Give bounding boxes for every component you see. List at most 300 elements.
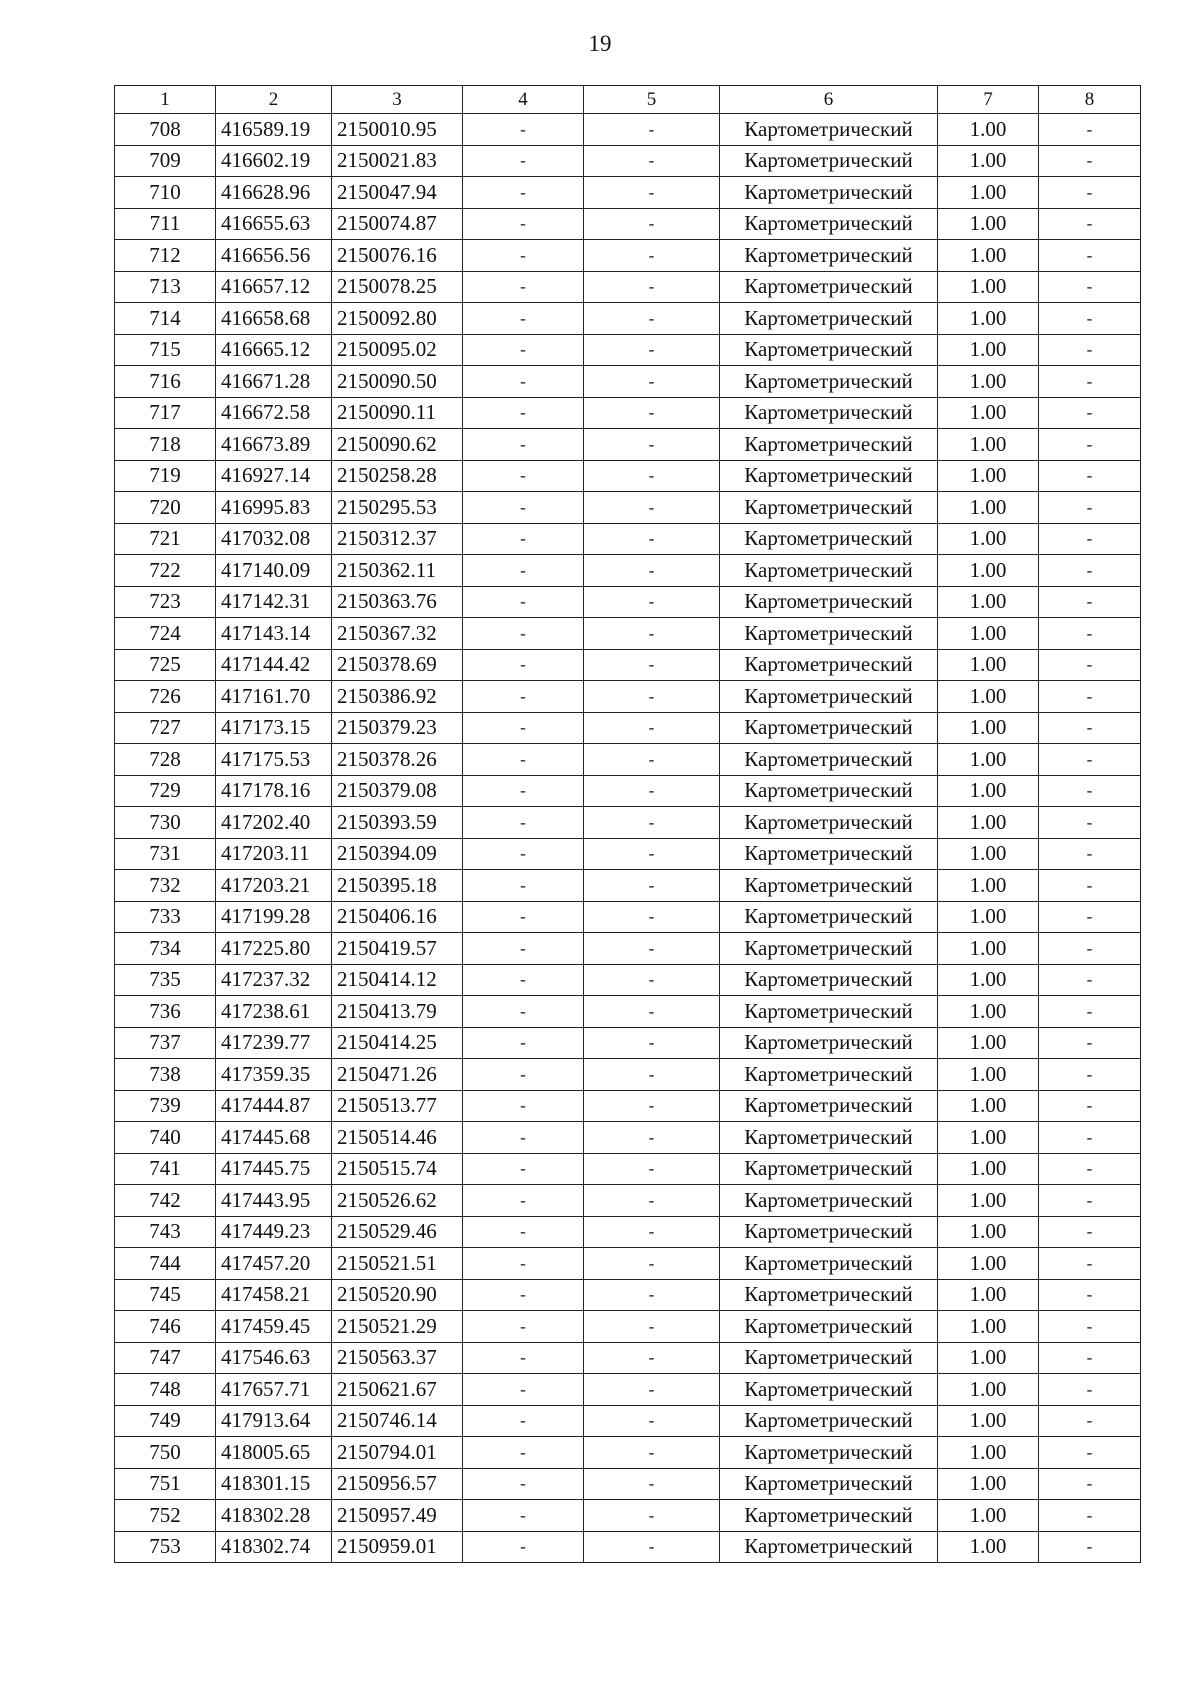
coordinate-y-cell: 2150095.02 [332, 334, 463, 366]
column-5-cell: - [584, 933, 720, 965]
column-8-cell: - [1039, 1531, 1141, 1563]
coordinate-y-cell: 2150386.92 [332, 681, 463, 713]
method-cell: Картометрический [720, 492, 938, 524]
column-8-cell: - [1039, 901, 1141, 933]
column-5-cell: - [584, 712, 720, 744]
table-row [115, 901, 1141, 933]
coordinate-x-cell: 416658.68 [216, 303, 332, 335]
method-cell: Картометрический [720, 555, 938, 587]
column-5-cell: - [584, 807, 720, 839]
point-number-cell: 731 [115, 838, 216, 870]
method-cell: Картометрический [720, 1374, 938, 1406]
method-cell: Картометрический [720, 1279, 938, 1311]
column-4-cell: - [463, 114, 584, 146]
column-4-cell: - [463, 492, 584, 524]
coordinate-y-cell: 2150521.29 [332, 1311, 463, 1343]
point-number-cell: 728 [115, 744, 216, 776]
table-row [115, 492, 1141, 524]
method-cell: Картометрический [720, 1185, 938, 1217]
table-row [115, 996, 1141, 1028]
coordinate-x-cell: 417199.28 [216, 901, 332, 933]
point-number-cell: 738 [115, 1059, 216, 1091]
point-number-cell: 719 [115, 460, 216, 492]
point-number-cell: 716 [115, 366, 216, 398]
column-5-cell: - [584, 996, 720, 1028]
point-number-cell: 740 [115, 1122, 216, 1154]
column-8-cell: - [1039, 964, 1141, 996]
point-number-cell: 732 [115, 870, 216, 902]
column-4-cell: - [463, 1468, 584, 1500]
method-cell: Картометрический [720, 586, 938, 618]
table-row [115, 271, 1141, 303]
column-4-cell: - [463, 1090, 584, 1122]
column-5-cell: - [584, 460, 720, 492]
coordinate-y-cell: 2150794.01 [332, 1437, 463, 1469]
column-4-cell: - [463, 271, 584, 303]
accuracy-cell: 1.00 [938, 964, 1039, 996]
column-5-cell: - [584, 240, 720, 272]
column-8-cell: - [1039, 208, 1141, 240]
accuracy-cell: 1.00 [938, 1027, 1039, 1059]
coordinate-x-cell: 417161.70 [216, 681, 332, 713]
column-header: 2 [216, 86, 332, 114]
column-header: 7 [938, 86, 1039, 114]
point-number-cell: 715 [115, 334, 216, 366]
column-4-cell: - [463, 1248, 584, 1280]
table-row [115, 1342, 1141, 1374]
coordinate-y-cell: 2150076.16 [332, 240, 463, 272]
point-number-cell: 726 [115, 681, 216, 713]
column-4-cell: - [463, 1374, 584, 1406]
table-row [115, 334, 1141, 366]
method-cell: Картометрический [720, 1122, 938, 1154]
coordinate-y-cell: 2150395.18 [332, 870, 463, 902]
accuracy-cell: 1.00 [938, 901, 1039, 933]
column-4-cell: - [463, 145, 584, 177]
table-row [115, 523, 1141, 555]
table-row [115, 775, 1141, 807]
accuracy-cell: 1.00 [938, 1090, 1039, 1122]
method-cell: Картометрический [720, 933, 938, 965]
column-header: 4 [463, 86, 584, 114]
accuracy-cell: 1.00 [938, 1500, 1039, 1532]
accuracy-cell: 1.00 [938, 1216, 1039, 1248]
column-8-cell: - [1039, 1500, 1141, 1532]
column-8-cell: - [1039, 492, 1141, 524]
accuracy-cell: 1.00 [938, 429, 1039, 461]
column-8-cell: - [1039, 303, 1141, 335]
column-5-cell: - [584, 1311, 720, 1343]
column-5-cell: - [584, 208, 720, 240]
coordinate-x-cell: 417203.21 [216, 870, 332, 902]
column-4-cell: - [463, 807, 584, 839]
table-row [115, 618, 1141, 650]
method-cell: Картометрический [720, 334, 938, 366]
coordinate-x-cell: 417238.61 [216, 996, 332, 1028]
table-row [115, 681, 1141, 713]
table-row [115, 303, 1141, 335]
column-4-cell: - [463, 1311, 584, 1343]
column-4-cell: - [463, 555, 584, 587]
table-row [115, 429, 1141, 461]
accuracy-cell: 1.00 [938, 366, 1039, 398]
accuracy-cell: 1.00 [938, 1185, 1039, 1217]
method-cell: Картометрический [720, 460, 938, 492]
coordinate-y-cell: 2150295.53 [332, 492, 463, 524]
table-row [115, 586, 1141, 618]
column-4-cell: - [463, 1405, 584, 1437]
method-cell: Картометрический [720, 271, 938, 303]
coordinate-x-cell: 417142.31 [216, 586, 332, 618]
column-8-cell: - [1039, 1027, 1141, 1059]
point-number-cell: 714 [115, 303, 216, 335]
table-row [115, 208, 1141, 240]
accuracy-cell: 1.00 [938, 1342, 1039, 1374]
column-8-cell: - [1039, 775, 1141, 807]
coordinate-y-cell: 2150074.87 [332, 208, 463, 240]
point-number-cell: 734 [115, 933, 216, 965]
column-5-cell: - [584, 775, 720, 807]
table-header-row [115, 86, 1141, 114]
column-8-cell: - [1039, 271, 1141, 303]
table-row [115, 964, 1141, 996]
accuracy-cell: 1.00 [938, 1531, 1039, 1563]
column-5-cell: - [584, 1027, 720, 1059]
table-row [115, 933, 1141, 965]
column-8-cell: - [1039, 1216, 1141, 1248]
coordinate-y-cell: 2150047.94 [332, 177, 463, 209]
accuracy-cell: 1.00 [938, 681, 1039, 713]
column-8-cell: - [1039, 114, 1141, 146]
column-8-cell: - [1039, 1090, 1141, 1122]
column-4-cell: - [463, 744, 584, 776]
point-number-cell: 733 [115, 901, 216, 933]
method-cell: Картометрический [720, 775, 938, 807]
accuracy-cell: 1.00 [938, 460, 1039, 492]
column-5-cell: - [584, 744, 720, 776]
coordinate-x-cell: 416672.58 [216, 397, 332, 429]
column-5-cell: - [584, 523, 720, 555]
column-8-cell: - [1039, 1437, 1141, 1469]
column-8-cell: - [1039, 996, 1141, 1028]
column-5-cell: - [584, 397, 720, 429]
method-cell: Картометрический [720, 838, 938, 870]
column-4-cell: - [463, 1153, 584, 1185]
coordinate-x-cell: 416655.63 [216, 208, 332, 240]
accuracy-cell: 1.00 [938, 1059, 1039, 1091]
coordinate-x-cell: 417032.08 [216, 523, 332, 555]
accuracy-cell: 1.00 [938, 1311, 1039, 1343]
coordinate-y-cell: 2150394.09 [332, 838, 463, 870]
point-number-cell: 735 [115, 964, 216, 996]
column-8-cell: - [1039, 145, 1141, 177]
coordinate-x-cell: 417359.35 [216, 1059, 332, 1091]
coordinate-y-cell: 2150526.62 [332, 1185, 463, 1217]
coordinate-x-cell: 417457.20 [216, 1248, 332, 1280]
table-row [115, 1059, 1141, 1091]
point-number-cell: 737 [115, 1027, 216, 1059]
column-8-cell: - [1039, 1248, 1141, 1280]
column-5-cell: - [584, 429, 720, 461]
table-row [115, 807, 1141, 839]
table-row [115, 240, 1141, 272]
accuracy-cell: 1.00 [938, 271, 1039, 303]
table-row [115, 114, 1141, 146]
column-5-cell: - [584, 1437, 720, 1469]
column-4-cell: - [463, 1185, 584, 1217]
accuracy-cell: 1.00 [938, 1374, 1039, 1406]
table-row [115, 460, 1141, 492]
point-number-cell: 710 [115, 177, 216, 209]
table-row [115, 145, 1141, 177]
method-cell: Картометрический [720, 303, 938, 335]
column-5-cell: - [584, 649, 720, 681]
coordinate-x-cell: 418302.74 [216, 1531, 332, 1563]
accuracy-cell: 1.00 [938, 1122, 1039, 1154]
coordinate-y-cell: 2150367.32 [332, 618, 463, 650]
column-5-cell: - [584, 1405, 720, 1437]
accuracy-cell: 1.00 [938, 807, 1039, 839]
column-5-cell: - [584, 177, 720, 209]
column-5-cell: - [584, 1059, 720, 1091]
coordinate-y-cell: 2150092.80 [332, 303, 463, 335]
column-4-cell: - [463, 366, 584, 398]
coordinate-y-cell: 2150362.11 [332, 555, 463, 587]
method-cell: Картометрический [720, 366, 938, 398]
point-number-cell: 708 [115, 114, 216, 146]
column-4-cell: - [463, 1059, 584, 1091]
column-5-cell: - [584, 901, 720, 933]
coordinate-x-cell: 416656.56 [216, 240, 332, 272]
table-row [115, 838, 1141, 870]
coordinate-x-cell: 417657.71 [216, 1374, 332, 1406]
column-8-cell: - [1039, 555, 1141, 587]
column-4-cell: - [463, 397, 584, 429]
column-4-cell: - [463, 964, 584, 996]
column-5-cell: - [584, 114, 720, 146]
coordinate-y-cell: 2150378.69 [332, 649, 463, 681]
table-row [115, 366, 1141, 398]
table-row [115, 870, 1141, 902]
method-cell: Картометрический [720, 1216, 938, 1248]
coordinate-x-cell: 416927.14 [216, 460, 332, 492]
column-4-cell: - [463, 901, 584, 933]
table-row [115, 1279, 1141, 1311]
column-8-cell: - [1039, 1279, 1141, 1311]
coordinate-y-cell: 2150515.74 [332, 1153, 463, 1185]
coordinate-y-cell: 2150010.95 [332, 114, 463, 146]
column-4-cell: - [463, 838, 584, 870]
point-number-cell: 709 [115, 145, 216, 177]
coordinate-y-cell: 2150563.37 [332, 1342, 463, 1374]
accuracy-cell: 1.00 [938, 618, 1039, 650]
column-8-cell: - [1039, 523, 1141, 555]
table-row [115, 397, 1141, 429]
coordinate-y-cell: 2150419.57 [332, 933, 463, 965]
accuracy-cell: 1.00 [938, 555, 1039, 587]
column-5-cell: - [584, 681, 720, 713]
coordinate-x-cell: 417144.42 [216, 649, 332, 681]
point-number-cell: 724 [115, 618, 216, 650]
coordinate-x-cell: 418302.28 [216, 1500, 332, 1532]
column-5-cell: - [584, 838, 720, 870]
column-4-cell: - [463, 618, 584, 650]
column-5-cell: - [584, 334, 720, 366]
coordinate-x-cell: 417225.80 [216, 933, 332, 965]
accuracy-cell: 1.00 [938, 712, 1039, 744]
coordinate-x-cell: 416671.28 [216, 366, 332, 398]
table-row [115, 1122, 1141, 1154]
point-number-cell: 750 [115, 1437, 216, 1469]
point-number-cell: 713 [115, 271, 216, 303]
coordinate-y-cell: 2150379.08 [332, 775, 463, 807]
column-8-cell: - [1039, 1342, 1141, 1374]
coordinate-y-cell: 2150312.37 [332, 523, 463, 555]
coordinate-x-cell: 416665.12 [216, 334, 332, 366]
method-cell: Картометрический [720, 870, 938, 902]
accuracy-cell: 1.00 [938, 523, 1039, 555]
point-number-cell: 723 [115, 586, 216, 618]
point-number-cell: 725 [115, 649, 216, 681]
method-cell: Картометрический [720, 397, 938, 429]
accuracy-cell: 1.00 [938, 397, 1039, 429]
table-row [115, 555, 1141, 587]
column-5-cell: - [584, 618, 720, 650]
point-number-cell: 727 [115, 712, 216, 744]
coordinate-y-cell: 2150258.28 [332, 460, 463, 492]
column-8-cell: - [1039, 240, 1141, 272]
accuracy-cell: 1.00 [938, 208, 1039, 240]
method-cell: Картометрический [720, 901, 938, 933]
coordinate-y-cell: 2150956.57 [332, 1468, 463, 1500]
table-row [115, 1405, 1141, 1437]
column-8-cell: - [1039, 618, 1141, 650]
column-5-cell: - [584, 1500, 720, 1532]
table-row [115, 1153, 1141, 1185]
column-4-cell: - [463, 177, 584, 209]
point-number-cell: 742 [115, 1185, 216, 1217]
coordinate-y-cell: 2150090.50 [332, 366, 463, 398]
coordinate-x-cell: 417458.21 [216, 1279, 332, 1311]
coordinate-y-cell: 2150621.67 [332, 1374, 463, 1406]
coordinate-x-cell: 416673.89 [216, 429, 332, 461]
coordinate-y-cell: 2150379.23 [332, 712, 463, 744]
coordinate-x-cell: 416602.19 [216, 145, 332, 177]
point-number-cell: 748 [115, 1374, 216, 1406]
column-5-cell: - [584, 964, 720, 996]
table-row [115, 1216, 1141, 1248]
coordinate-y-cell: 2150363.76 [332, 586, 463, 618]
accuracy-cell: 1.00 [938, 1405, 1039, 1437]
coordinate-x-cell: 417445.75 [216, 1153, 332, 1185]
column-5-cell: - [584, 271, 720, 303]
column-8-cell: - [1039, 1374, 1141, 1406]
coordinate-y-cell: 2150090.62 [332, 429, 463, 461]
column-header: 5 [584, 86, 720, 114]
coordinate-x-cell: 416589.19 [216, 114, 332, 146]
column-8-cell: - [1039, 712, 1141, 744]
point-number-cell: 749 [115, 1405, 216, 1437]
accuracy-cell: 1.00 [938, 870, 1039, 902]
table-row [115, 1090, 1141, 1122]
coordinate-y-cell: 2150521.51 [332, 1248, 463, 1280]
coordinate-y-cell: 2150414.12 [332, 964, 463, 996]
column-header: 1 [115, 86, 216, 114]
column-8-cell: - [1039, 1122, 1141, 1154]
method-cell: Картометрический [720, 1059, 938, 1091]
coordinate-y-cell: 2150393.59 [332, 807, 463, 839]
method-cell: Картометрический [720, 208, 938, 240]
point-number-cell: 722 [115, 555, 216, 587]
column-8-cell: - [1039, 681, 1141, 713]
table-row [115, 1437, 1141, 1469]
method-cell: Картометрический [720, 744, 938, 776]
table-row [115, 1531, 1141, 1563]
point-number-cell: 739 [115, 1090, 216, 1122]
method-cell: Картометрический [720, 1405, 938, 1437]
accuracy-cell: 1.00 [938, 334, 1039, 366]
method-cell: Картометрический [720, 429, 938, 461]
point-number-cell: 718 [115, 429, 216, 461]
table-body [115, 114, 1141, 1563]
point-number-cell: 751 [115, 1468, 216, 1500]
point-number-cell: 744 [115, 1248, 216, 1280]
accuracy-cell: 1.00 [938, 492, 1039, 524]
column-header: 8 [1039, 86, 1141, 114]
column-4-cell: - [463, 1437, 584, 1469]
point-number-cell: 721 [115, 523, 216, 555]
accuracy-cell: 1.00 [938, 240, 1039, 272]
coordinate-x-cell: 417443.95 [216, 1185, 332, 1217]
coordinate-x-cell: 417444.87 [216, 1090, 332, 1122]
point-number-cell: 730 [115, 807, 216, 839]
column-5-cell: - [584, 1185, 720, 1217]
column-5-cell: - [584, 555, 720, 587]
column-8-cell: - [1039, 1185, 1141, 1217]
accuracy-cell: 1.00 [938, 145, 1039, 177]
column-5-cell: - [584, 1216, 720, 1248]
column-4-cell: - [463, 1531, 584, 1563]
column-4-cell: - [463, 460, 584, 492]
coordinate-x-cell: 417546.63 [216, 1342, 332, 1374]
column-4-cell: - [463, 996, 584, 1028]
table-row [115, 1311, 1141, 1343]
column-4-cell: - [463, 240, 584, 272]
column-8-cell: - [1039, 807, 1141, 839]
point-number-cell: 743 [115, 1216, 216, 1248]
coordinate-y-cell: 2150746.14 [332, 1405, 463, 1437]
point-number-cell: 741 [115, 1153, 216, 1185]
coordinate-x-cell: 417239.77 [216, 1027, 332, 1059]
column-8-cell: - [1039, 586, 1141, 618]
column-5-cell: - [584, 366, 720, 398]
column-5-cell: - [584, 1153, 720, 1185]
column-5-cell: - [584, 870, 720, 902]
column-5-cell: - [584, 1090, 720, 1122]
method-cell: Картометрический [720, 1311, 938, 1343]
method-cell: Картометрический [720, 807, 938, 839]
column-4-cell: - [463, 1342, 584, 1374]
method-cell: Картометрический [720, 1153, 938, 1185]
method-cell: Картометрический [720, 996, 938, 1028]
point-number-cell: 746 [115, 1311, 216, 1343]
point-number-cell: 745 [115, 1279, 216, 1311]
column-4-cell: - [463, 208, 584, 240]
column-4-cell: - [463, 1027, 584, 1059]
column-8-cell: - [1039, 933, 1141, 965]
coordinate-y-cell: 2150413.79 [332, 996, 463, 1028]
point-number-cell: 720 [115, 492, 216, 524]
